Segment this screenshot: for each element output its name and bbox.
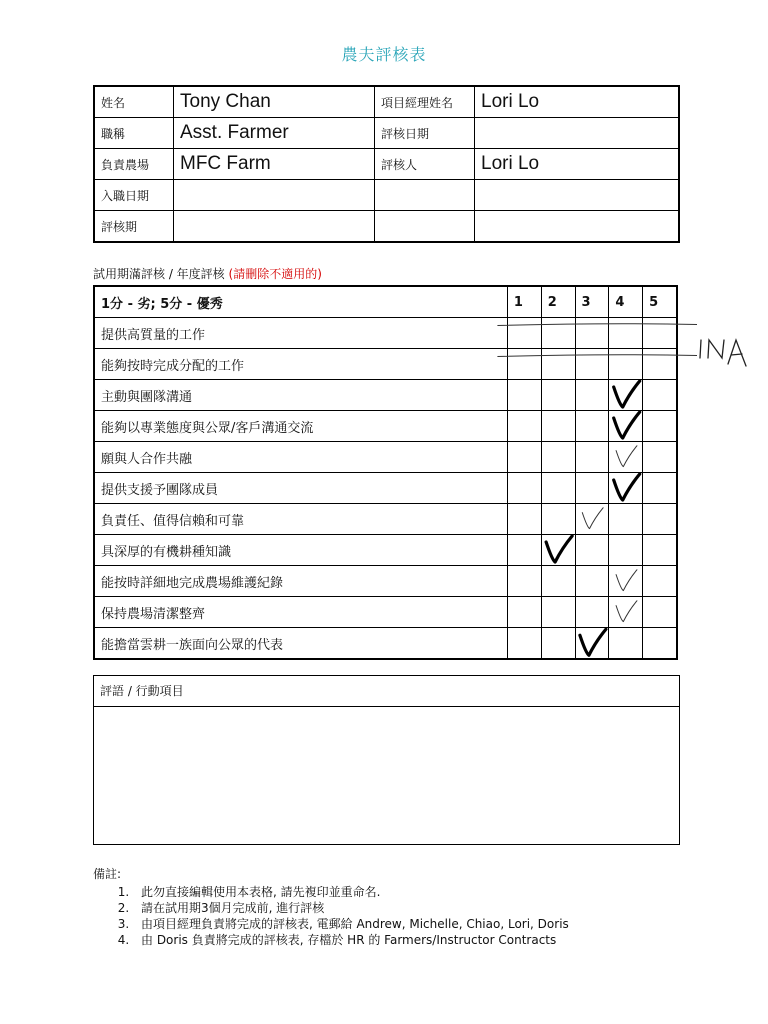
na-annotation (700, 340, 746, 366)
manager-name-field[interactable]: Lori Lo (475, 86, 680, 118)
criterion-label: 負責任、值得信賴和可靠 (94, 504, 507, 535)
name-field[interactable]: Tony Chan (174, 86, 375, 118)
name-label: 姓名 (94, 86, 174, 118)
notes-label: 備註: (93, 867, 122, 881)
check-mark (616, 601, 637, 622)
score-header-2: 2 (541, 286, 575, 318)
criterion-label: 提供高質量的工作 (94, 318, 507, 349)
review-period-label: 評核期 (94, 211, 174, 243)
strike-line (497, 355, 697, 357)
start-date-label: 入職日期 (94, 180, 174, 211)
criterion-label: 能夠以專業態度與公眾/客戶溝通交流 (94, 411, 507, 442)
note-item: 1. 此勿直接編輯使用本表格, 請先複印並重命名. (133, 884, 569, 900)
criterion-label: 具深厚的有機耕種知識 (94, 535, 507, 566)
criterion-label: 保持農場清潔整齊 (94, 597, 507, 628)
check-mark (616, 446, 637, 467)
criterion-label: 主動與團隊溝通 (94, 380, 507, 411)
note-item: 3. 由項目經理負責將完成的評核表, 電郵給 Andrew, Michelle, Chiao, Lori, Doris (133, 916, 569, 932)
na-letter-a (728, 340, 746, 366)
criterion-label: 提供支援予團隊成員 (94, 473, 507, 504)
check-mark (614, 412, 640, 438)
position-label: 職稱 (94, 118, 174, 149)
manager-name-label: 項目經理姓名 (375, 86, 475, 118)
strike-through-lines (497, 324, 697, 357)
rating-scale-label: 1分 - 劣; 5分 - 優秀 (94, 286, 507, 318)
score-header-1: 1 (507, 286, 541, 318)
note-item: 2. 請在試用期3個月完成前, 進行評核 (133, 900, 569, 916)
criterion-label: 能夠按時完成分配的工作 (94, 349, 507, 380)
form-title: 農夫評核表 (341, 45, 427, 64)
check-mark (582, 508, 603, 529)
note-item: 4. 由 Doris 負責將完成的評核表, 存檔於 HR 的 Farmers/Instructor Contracts (133, 932, 569, 948)
reviewer-label: 評核人 (375, 149, 475, 180)
criterion-label: 願與人合作共融 (94, 442, 507, 473)
score-header-5: 5 (643, 286, 677, 318)
comments-label: 評語 / 行動項目 (94, 676, 679, 707)
farm-label: 負責農場 (94, 149, 174, 180)
check-marks (546, 381, 640, 655)
check-mark (546, 536, 572, 562)
na-letter-n (708, 340, 724, 358)
check-mark (616, 570, 637, 591)
farm-field[interactable]: MFC Farm (174, 149, 375, 180)
check-mark (580, 629, 606, 655)
check-mark (614, 474, 640, 500)
check-mark (614, 381, 640, 407)
position-field[interactable]: Asst. Farmer (174, 118, 375, 149)
review-type-text: 試用期滿評核 / 年度評核 (93, 267, 225, 281)
review-type-note: (請刪除不適用的) (228, 267, 322, 281)
na-letter-i (700, 340, 701, 358)
score-header-3: 3 (575, 286, 609, 318)
reviewer-field[interactable]: Lori Lo (475, 149, 680, 180)
criterion-label: 能按時詳細地完成農場維護紀錄 (94, 566, 507, 597)
strike-line (497, 324, 697, 326)
criterion-label: 能擔當雲耕一族面向公眾的代表 (94, 628, 507, 660)
review-date-label: 評核日期 (375, 118, 475, 149)
score-header-4: 4 (609, 286, 643, 318)
